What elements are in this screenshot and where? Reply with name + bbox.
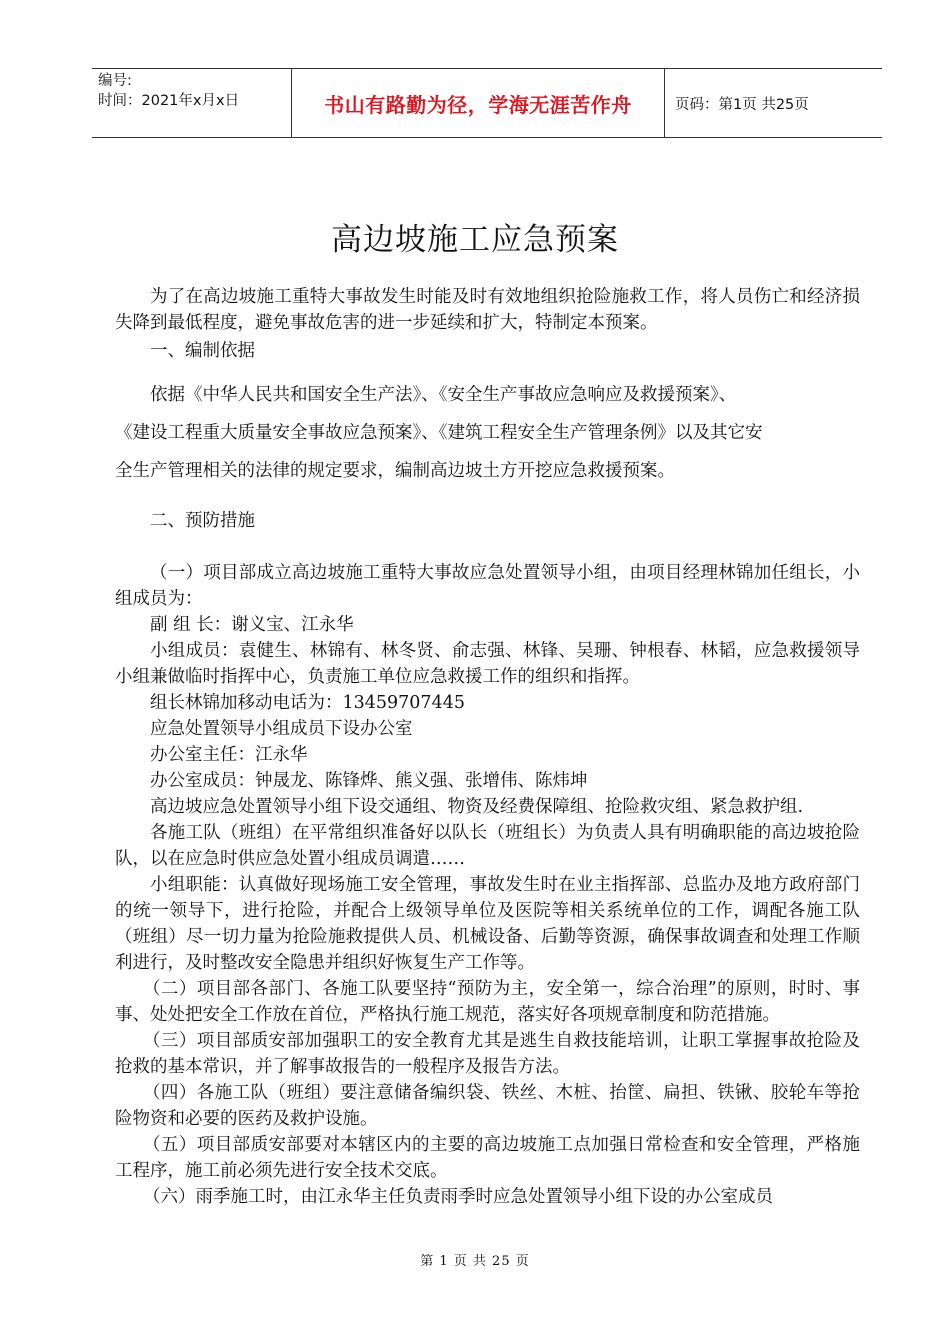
prevention-item-4: （四）各施工队（班组）要注意储备编织袋、铁丝、木桩、抬筐、扁担、铁锹、胶轮车等抢险物资和必要的医药及救护设施。 <box>115 1083 860 1129</box>
header-time-label: 时间：2021年x月x日 <box>98 93 240 109</box>
intro-paragraph: 为了在高边坡施工重特大事故发生时能及时有效地组织抢险施救工作，将人员伤亡和经济损失降到最低程度，避免事故危害的进一步延续和扩大，特制定本预案。 <box>115 287 860 333</box>
header-meta <box>92 69 292 137</box>
section-heading-basis: 一、编制依据 <box>150 341 255 361</box>
basis-line-3: 全生产管理相关的法律的规定要求，编制高边坡土方开挖应急救援预案。 <box>115 461 675 481</box>
basis-line-2: 《建设工程重大质量安全事故应急预案》、《建筑工程安全生产管理条例》以及其它安 <box>115 423 763 443</box>
document-body <box>115 284 860 1210</box>
header-page-info: 页码：第1页 共25页 <box>675 96 809 113</box>
prevention-item-2: （二）项目部各部门、各施工队要坚持“预防为主，安全第一，综合治理”的原则，时时、事事、处处把安全工作放在首位，严格执行施工规范，落实好各项规章制度和防范措施。 <box>115 979 860 1025</box>
office-head: 办公室主任：江永华 <box>150 745 308 765</box>
section-heading-prevention: 二、预防措施 <box>150 511 255 531</box>
document-title: 高边坡施工应急预案 <box>331 222 619 258</box>
header-motto: 书山有路勤为径，学海无涯苦作舟 <box>292 69 665 137</box>
prevention-item-5: （五）项目部质安部要对本辖区内的主要的高边坡施工点加强日常检查和安全管理，严格施工程序，施工前必须先进行安全技术交底。 <box>115 1135 860 1181</box>
prevention-item-1: （一）项目部成立高边坡施工重特大事故应急处置领导小组，由项目经理林锦加任组长，小组成员为： <box>115 563 860 609</box>
sub-groups: 高边坡应急处置领导小组下设交通组、物资及经费保障组、抢险救灾组、紧急救护组. <box>150 797 804 817</box>
prevention-item-3: （三）项目部质安部加强职工的安全教育尤其是逃生自救技能培训，让职工掌握事故抢险及抢救的基本常识，并了解事故报告的一般程序及报告方法。 <box>115 1031 860 1077</box>
office-setup: 应急处置领导小组成员下设办公室 <box>150 719 413 739</box>
header-number-label: 编号: <box>98 73 132 89</box>
page-footer: 第 1 页 共 25 页 <box>420 1254 530 1269</box>
prevention-item-6: （六）雨季施工时，由江永华主任负责雨季时应急处置领导小组下设的办公室成员 <box>143 1187 773 1207</box>
group-members: 小组成员：袁健生、林锦有、林冬贤、俞志强、林锋、吴珊、钟根春、林韬，应急救援领导小组兼做临时指挥中心，负责施工单位应急救援工作的组织和指挥。 <box>115 641 860 687</box>
basis-line-1: 依据《中华人民共和国安全生产法》、《安全生产事故应急响应及救援预案》、 <box>150 385 737 405</box>
page-header <box>92 68 882 138</box>
leader-phone: 组长林锦加移动电话为：13459707445 <box>150 693 465 713</box>
construction-teams: 各施工队（班组）在平常组织准备好以队长（班组长）为负责人具有明确职能的高边坡抢险队，以在应急时供应急处置小组成员调遣…… <box>115 823 860 869</box>
office-members: 办公室成员：钟晟龙、陈锋烨、熊义强、张增伟、陈炜坤 <box>150 771 588 791</box>
deputy-leaders: 副 组 长：谢义宝、江永华 <box>150 615 354 635</box>
group-duties: 小组职能：认真做好现场施工安全管理，事故发生时在业主指挥部、总监办及地方政府部门的统一领导下，进行抢险，并配合上级领导单位及医院等相关系统单位的工作，调配各施工队（班组）尽一切力量为抢险施救提供人员、机械设备、后勤等资源，确保事故调查和处理工作顺利进行，及时整改安全隐患并组织好恢复生产工作等。 <box>115 875 860 973</box>
